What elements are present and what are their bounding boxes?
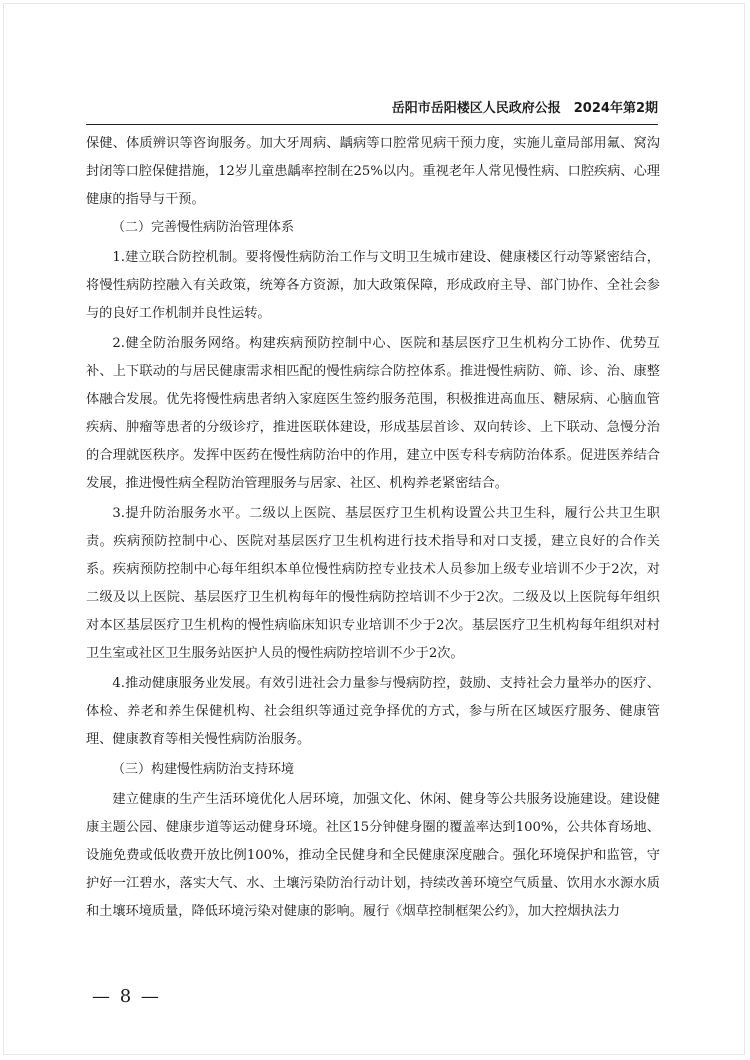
paragraph-joint-prevention: 1.建立联合防控机制。要将慢性病防治工作与文明卫生城市建设、健康楼区行动等紧密结合，将慢性病防控融入有关政策，统筹各方资源，加大政策保障，形成政府主导、部门协作、全社会参与的良好工作机制并良性运转。 [86,250,660,321]
page-number: — 8 — [92,986,161,1007]
paragraph-health-industry: 4.推动健康服务业发展。有效引进社会力量参与慢病防控，鼓励、支持社会力量举办的医疗、体检、养老和养生保健机构、社会组织等通过竞争择优的方式，参与所在区域医疗服务、健康管理、健康教育等相关慢性病防治服务。 [86,676,660,747]
header-title: 岳阳市岳阳楼区人民政府公报 2024年第2期 [391,101,658,116]
section-heading-support-environment: （三）构建慢性病防治支持环境 [112,762,295,777]
document-body [86,130,660,928]
paragraph-environment: 建立健康的生产生活环境优化人居环境，加强文化、休闲、健身等公共服务设施建设。建设健康主题公园、健康步道等运动健身环境。社区15分钟健身圈的覆盖率达到100%，公共体育场地、设施免费或低收费开放比例100%，推动全民健身和全民健康深度融合。强化环境保护和监管，守护好一江碧水，落实大气、水、土壤污染防治行动计划，持续改善环境空气质量、饮用水水源水质和土壤环境质量，降低环境污染对健康的影响。履行《烟草控制框架公约》，加大控烟执法力 [86,792,660,919]
paragraph-service-network: 2.健全防治服务网络。构建疾病预防控制中心、医院和基层医疗卫生机构分工协作、优势互补、上下联动的与居民健康需求相匹配的慢性病综合防控体系。推进慢性病防、筛、诊、治、康整体融合发展。优先将慢性病患者纳入家庭医生签约服务范围，积极推进高血压、糖尿病、心脑血管疾病、肿瘤等患者的分级诊疗，推进医联体建设，形成基层首诊、双向转诊、上下联动、急慢分治的合理就医秩序。发挥中医药在慢性病防治中的作用，建立中医专科专病防治体系。促进医养结合发展，推进慢性病全程防治管理服务与居家、社区、机构养老紧密结合。 [86,336,660,491]
paragraph-oral-health: 保健、体质辨识等咨询服务。加大牙周病、龋病等口腔常见病干预力度，实施儿童局部用氟、窝沟封闭等口腔保健措施，12岁儿童患龋率控制在25%以内。重视老年人常见慢性病、口腔疾病、心理健康的指导与干预。 [86,136,660,207]
page-header [86,100,658,125]
paragraph-service-level: 3.提升防治服务水平。二级以上医院、基层医疗卫生机构设置公共卫生科，履行公共卫生职责。疾病预防控制中心、医院对基层医疗卫生机构进行技术指导和对口支援，建立良好的合作关系。疾病预防控制中心每年组织本单位慢性病防控专业技术人员参加上级专业培训不少于2次，对二级及以上医院、基层医疗卫生机构每年的慢性病防控培训不少于2次。二级及以上医院每年组织对本区基层医疗卫生机构的慢性病临床知识专业培训不少于2次。基层医疗卫生机构每年组织对村卫生室或社区卫生服务站医护人员的慢性病防控培训不少于2次。 [86,506,660,661]
section-heading-management-system: （二）完善慢性病防治管理体系 [112,220,295,235]
